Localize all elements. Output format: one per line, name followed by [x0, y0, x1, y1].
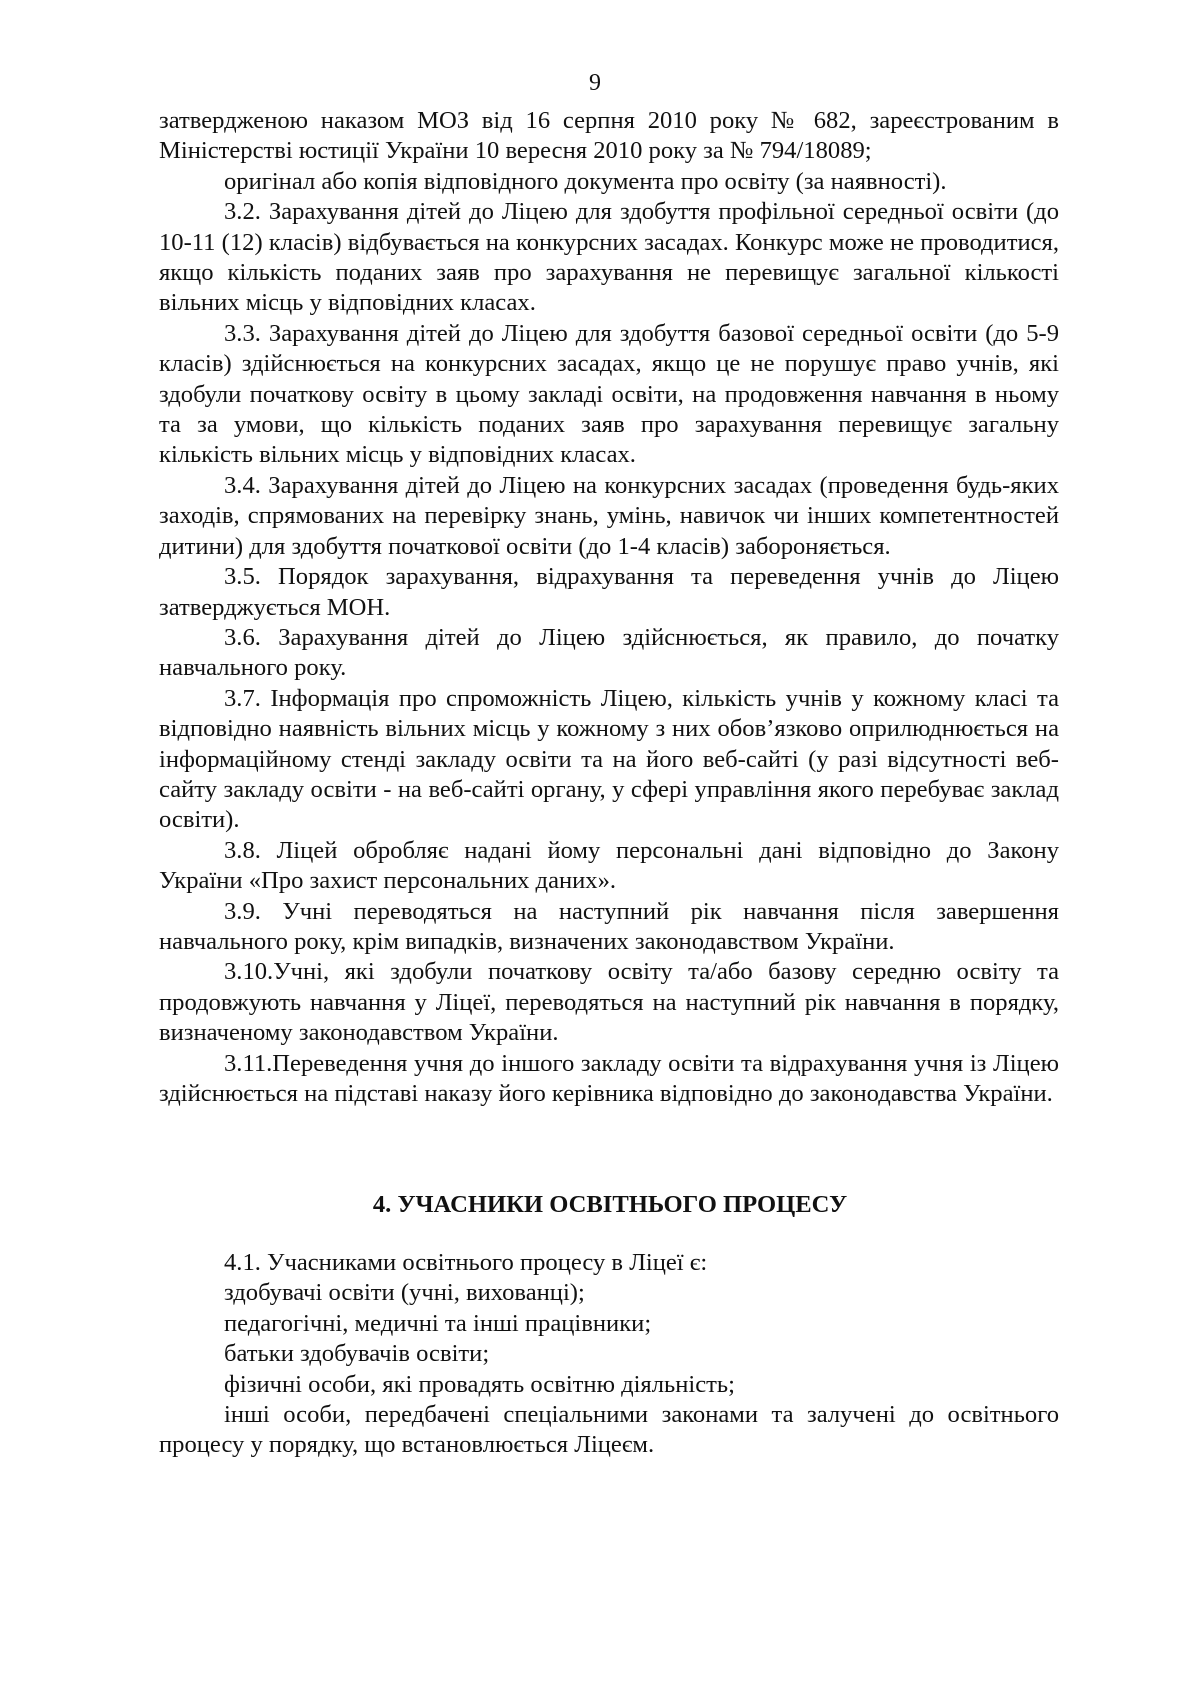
- section-4-heading: 4. УЧАСНИКИ ОСВІТНЬОГО ПРОЦЕСУ: [372, 1191, 848, 1218]
- clause-3-3: 3.3. Зарахування дітей до Ліцею для здобуття базової середньої освіти (до 5-9 класів) здійснюється на конкурсних засадах, якщо це не порушує право учнів, які здобули початкову освіту в цьому закладі освіти, на продовження навчання в ньому та за умови, що кількість поданих заяв про зарахування перевищує загальну кількість вільних місць у відповідних класах.: [159, 319, 1059, 469]
- participant-item: педагогічні, медичні та інші працівники;: [224, 1309, 652, 1337]
- clause-3-7: 3.7. Інформація про спроможність Ліцею, кількість учнів у кожному класі та відповідно наявність вільних місць у кожному з них обов’язково оприлюднюється на інформаційному стенді закладу освіти та на його веб-сайті (у разі відсутності веб-сайту закладу освіти - на веб-сайті органу, у сфері управління якого перебуває заклад освіти).: [159, 684, 1059, 834]
- clause-4-1: 4.1. Учасниками освітнього процесу в Ліцеї є:: [224, 1249, 708, 1276]
- clause-3-10: 3.10.Учні, які здобули початкову освіту та/або базову середню освіту та продовжують навчання у Ліцеї, переводяться на наступний рік навчання в порядку, визначеному законодавством України.: [159, 958, 1059, 1047]
- clause-3-5: 3.5. Порядок зарахування, відрахування та переведення учнів до Ліцею затверджується МОН.: [159, 563, 1059, 621]
- clause-3-11: 3.11.Переведення учня до іншого закладу освіти та відрахування учня із Ліцею здійснюється на підставі наказу його керівника відповідно до законодавства України.: [159, 1049, 1059, 1107]
- participant-item: здобувачі освіти (учні, вихованці);: [224, 1279, 585, 1307]
- participant-item: батьки здобувачів освіти;: [224, 1340, 490, 1368]
- clause-3-8: 3.8. Ліцей обробляє надані йому персональні дані відповідно до Закону України «Про захист персональних даних».: [159, 836, 1059, 895]
- section-3-body: [159, 106, 1059, 1109]
- section-4-body: [159, 1248, 1059, 1461]
- page-number: 9: [589, 70, 601, 96]
- clause-3-9: 3.9. Учні переводяться на наступний рік навчання після завершення навчального року, крім випадків, визначених законодавством України.: [159, 897, 1059, 955]
- paragraph-education-document: оригінал або копія відповідного документа про освіту (за наявності).: [224, 167, 947, 195]
- participant-item: інші особи, передбачені спеціальними законами та залучені до освітнього процесу у порядку, що встановлюється Ліцеєм.: [159, 1401, 1059, 1459]
- clause-3-2: 3.2. Зарахування дітей до Ліцею для здобуття профільної середньої освіти (до 10-11 (12) класів) відбувається на конкурсних засадах. Конкурс може не проводитися, якщо кількість поданих заяв про зарахування не перевищує загальної кількості вільних місць у відповідних класах.: [159, 198, 1059, 317]
- paragraph-moz-order: затвердженою наказом МОЗ від 16 серпня 2010 року № 682, зареєстрованим в Міністерстві юстиції України 10 вересня 2010 року за № 794/18089;: [159, 107, 1059, 165]
- participant-item: фізичні особи, які провадять освітню діяльність;: [224, 1370, 735, 1398]
- clause-3-6: 3.6. Зарахування дітей до Ліцею здійснюється, як правило, до початку навчального року.: [159, 623, 1059, 682]
- clause-3-4: 3.4. Зарахування дітей до Ліцею на конкурсних засадах (проведення будь-яких заходів, спрямованих на перевірку знань, умінь, навичок чи інших компетентностей дитини) для здобуття початкової освіти (до 1-4 класів) забороняється.: [159, 471, 1059, 560]
